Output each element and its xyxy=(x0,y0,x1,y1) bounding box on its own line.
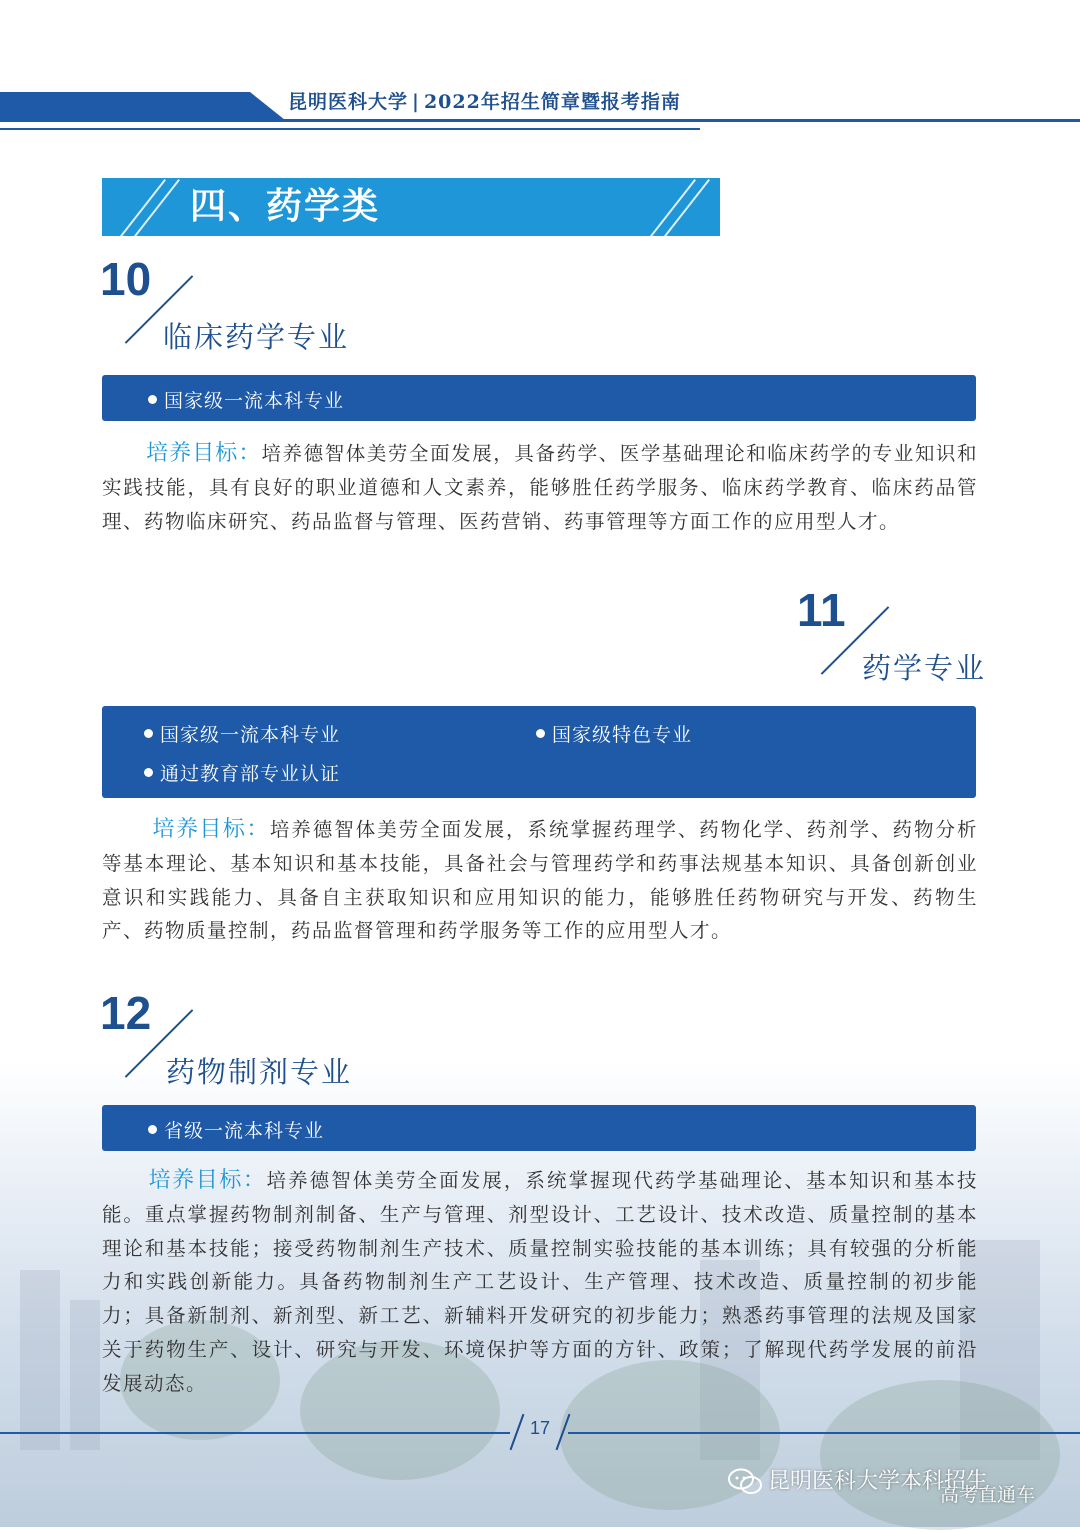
page-number: 17 xyxy=(529,1418,551,1438)
major-name: 药物制剂专业 xyxy=(166,1055,353,1089)
tag-bar xyxy=(102,706,976,798)
major-name: 临床药学专业 xyxy=(163,320,350,354)
goal-label: 培养目标： xyxy=(152,817,270,842)
goal-paragraph xyxy=(102,1164,978,1401)
header-rule-secondary xyxy=(0,128,700,130)
header-subtitle: 2022年招生简章暨报考指南 xyxy=(423,91,681,113)
bullet-icon xyxy=(144,729,153,738)
major-number: 12 xyxy=(100,987,152,1039)
tag-item: 国家级特色专业 xyxy=(536,720,692,747)
bullet-icon xyxy=(144,768,153,777)
wechat-icon xyxy=(728,1468,762,1496)
goal-paragraph xyxy=(102,813,978,948)
goal-text: 培养德智体美劳全面发展，具备药学、医学基础理论和临床药学的专业知识和实践技能，具有良好的职业道德和人文素养，能够胜任药学服务、临床药学教育、临床药品管理、药物临床研究、药品监督与管理、医药营销、药事管理等方面工作的应用型人才。 xyxy=(102,442,978,533)
goal-label: 培养目标： xyxy=(146,441,262,466)
tag-item: 通过教育部专业认证 xyxy=(144,759,340,786)
header-rule xyxy=(0,119,1080,122)
goal-text: 培养德智体美劳全面发展，系统掌握现代药学基础理论、基本知识和基本技能。重点掌握药物制剂制备、生产与管理、剂型设计、工艺设计、技术改造、质量控制的基本理论和基本技能；接受药物制剂生产技术、质量控制实验技能的基本训练；具有较强的分析能力和实践创新能力。具备药物制剂生产工艺设计、生产管理、技术改造、质量控制的初步能力；具备新制剂、新剂型、新工艺、新辅料开发研究的初步能力；熟悉药事管理的法规及国家关于药物生产、设计、研究与开发、环境保护等方面的方针、政策；了解现代药学发展的前沿发展动态。 xyxy=(102,1169,978,1395)
major-number: 10 xyxy=(100,253,152,305)
watermark-text: 昆明医科大学本科招生 xyxy=(768,1469,989,1494)
goal-label: 培养目标： xyxy=(148,1168,267,1193)
header-separator: | xyxy=(412,91,420,113)
tag-bar xyxy=(102,375,976,421)
bullet-icon xyxy=(148,1125,157,1134)
header-school: 昆明医科大学 xyxy=(288,91,409,113)
header-title xyxy=(288,88,681,116)
major-name: 药学专业 xyxy=(862,651,987,685)
bullet-icon xyxy=(148,395,157,404)
goal-paragraph xyxy=(102,437,978,538)
major-number: 11 xyxy=(797,584,846,636)
bullet-icon xyxy=(536,729,545,738)
tag-item: 省级一流本科专业 xyxy=(148,1116,324,1143)
footer-rule-right xyxy=(568,1432,1080,1434)
footer-rule-left xyxy=(0,1432,510,1434)
tag-item: 国家级一流本科专业 xyxy=(144,720,340,747)
tag-bar xyxy=(102,1105,976,1151)
tag-item: 国家级一流本科专业 xyxy=(148,386,344,413)
header-band xyxy=(0,92,285,120)
watermark-subtext: 高考直通车 xyxy=(940,1484,1036,1506)
goal-text: 培养德智体美劳全面发展，系统掌握药理学、药物化学、药剂学、药物分析等基本理论、基本知识和基本技能，具备社会与管理药学和药事法规基本知识、具备创新创业意识和实践能力、具备自主获取知识和应用知识的能力，能够胜任药物研究与开发、药物生产、药物质量控制，药品监督管理和药学服务等工作的应用型人才。 xyxy=(102,818,978,943)
section-title: 四、药学类 xyxy=(190,186,381,227)
